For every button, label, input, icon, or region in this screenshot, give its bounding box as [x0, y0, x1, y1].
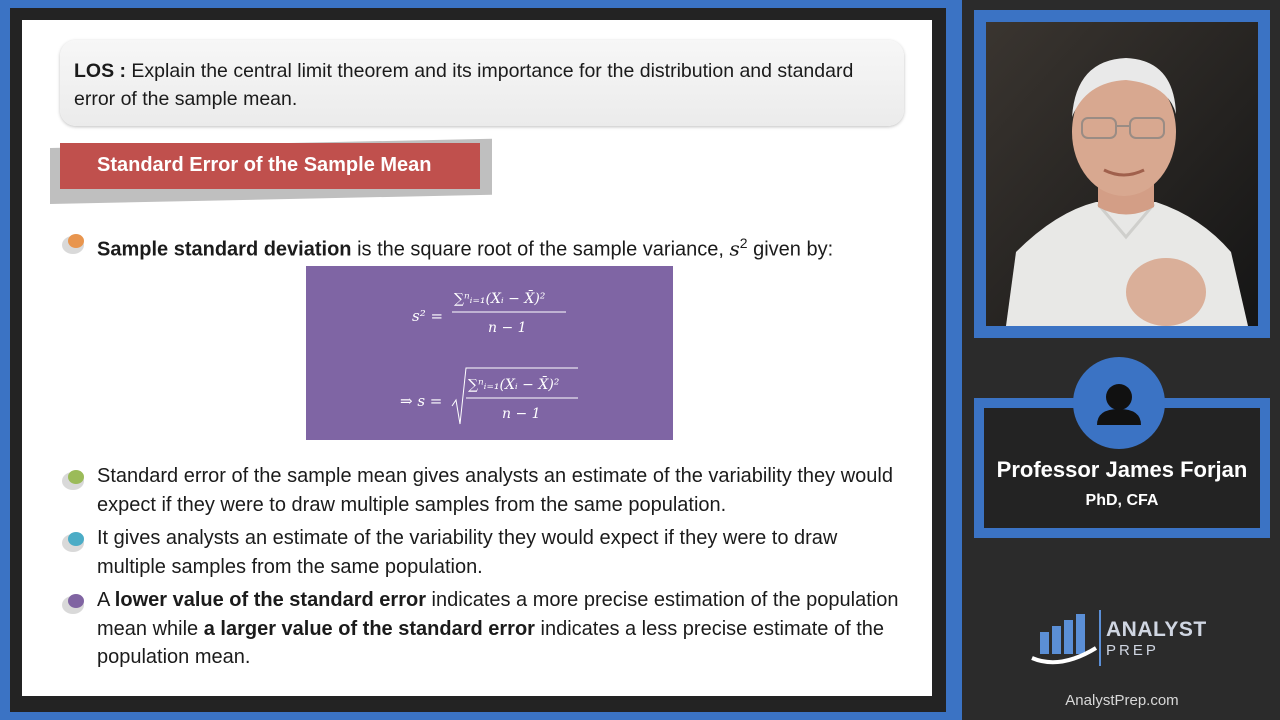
slide: [22, 20, 932, 696]
bullet-1-icon: [62, 234, 86, 254]
logo-text-prep: PREP: [1106, 642, 1159, 659]
presenter-video[interactable]: [986, 22, 1258, 326]
analystprep-logo: [1030, 608, 1207, 670]
bar-chart-logo-icon: [1030, 608, 1106, 670]
bullet-4-bold2: a larger value of the standard error: [203, 617, 535, 640]
los-box: [60, 40, 904, 126]
formula-1-denominator: n − 1: [488, 320, 527, 336]
formula-1-lhs: s² =: [412, 307, 444, 325]
presenter-figure: [986, 22, 1258, 326]
bullet-3-text: It gives analysts an estimate of the variability they would expect if they were to draw multiple samples from the same population.: [97, 527, 838, 578]
website-link[interactable]: AnalystPrep.com: [1065, 692, 1179, 709]
presenter-video-frame: [974, 10, 1270, 338]
formula-2-denominator: n − 1: [502, 406, 541, 422]
los-label: LOS :: [74, 60, 126, 82]
bullet-4-bold1: lower value of the standard error: [114, 589, 426, 611]
bullet-3-icon: [62, 532, 86, 552]
bullet-2-text: Standard error of the sample mean gives analysts an estimate of the variability they would expect if they were to draw multiple samples from the same population.: [97, 465, 893, 516]
formula-2-lhs: ⇒ s =: [400, 392, 443, 410]
person-icon: [1073, 357, 1165, 449]
presenter-credentials: PhD, CFA: [1085, 492, 1159, 509]
bullet-4-part3: indicates a less precise estimate of the population mean.: [97, 617, 885, 668]
presenter-name: Professor James Forjan: [996, 457, 1248, 482]
formula-svg: [306, 266, 673, 440]
bullet-2-icon: [62, 470, 86, 490]
bullet-1-math: s: [729, 236, 740, 261]
bullet-4-text: [97, 586, 907, 672]
bullet-1-tail: given by:: [747, 238, 834, 261]
avatar: [1073, 357, 1165, 449]
formula-box: [306, 266, 673, 440]
logo-text-analyst: ANALYST: [1106, 618, 1207, 641]
los-description: Explain the central limit theorem and its importance for the distribution and standard error of the sample mean.: [74, 60, 854, 110]
section-heading-text: Standard Error of the Sample Mean: [97, 154, 432, 176]
formula-2-numerator: ∑ⁿᵢ₌₁(Xᵢ − X̄)²: [468, 377, 560, 393]
bullet-4-icon: [62, 594, 86, 614]
formula-1-numerator: ∑ⁿᵢ₌₁(Xᵢ − X̄)²: [454, 291, 546, 307]
bullet-1-sup: 2: [739, 235, 748, 251]
los-text: [74, 57, 874, 113]
bullet-4-part1: A: [97, 589, 115, 611]
bullet-1-body: is the square root of the sample variance,: [351, 238, 730, 261]
bullet-4-part2: indicates a more precise estimation of the population mean while: [97, 589, 899, 640]
bullet-1-bold: Sample standard deviation: [97, 238, 352, 261]
bullet-1-text: [97, 229, 907, 264]
section-heading: [60, 143, 480, 189]
